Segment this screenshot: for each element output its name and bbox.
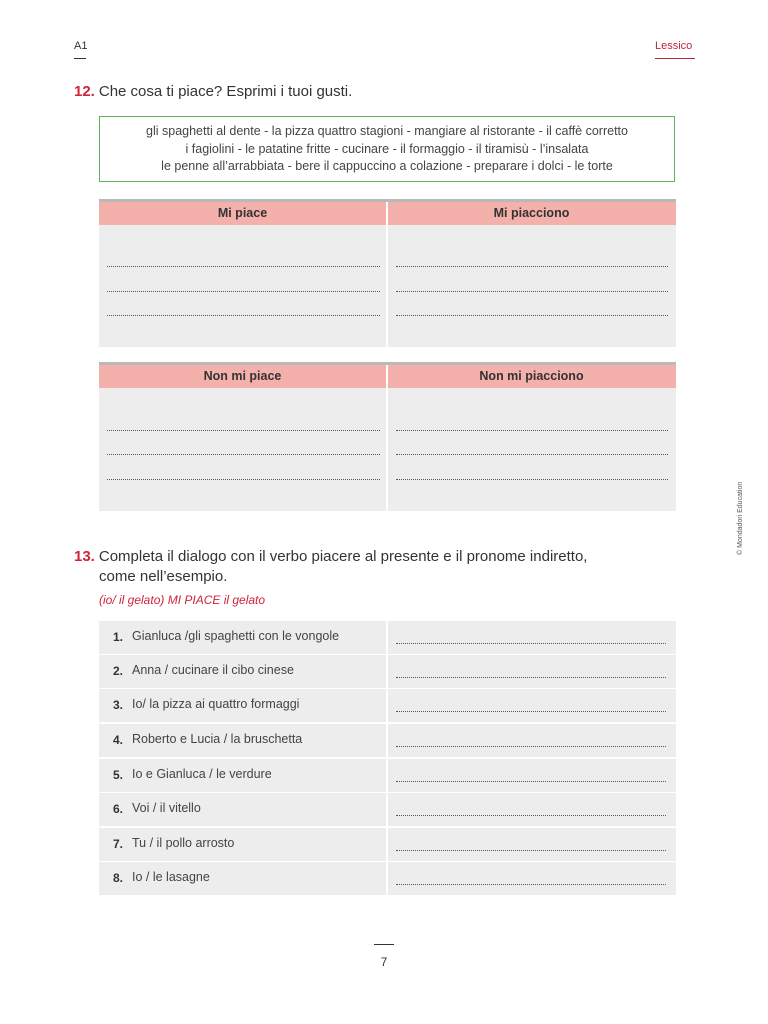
answer-line[interactable] [396,453,668,455]
item-prompt: Gianluca /gli spaghetti con le vongole [132,629,340,643]
word-bank-line: le penne all’arrabbiata - bere il cappuccino a colazione - preparare i dolci - le torte [161,159,613,173]
item-number: 5. [113,768,124,782]
column-divider [386,793,388,826]
answer-line[interactable] [107,429,380,431]
level-label: A1 [74,40,88,52]
answer-line[interactable] [107,478,380,480]
answer-line[interactable] [396,429,668,431]
header-non-mi-piace: Non mi piace [203,369,282,383]
table-row [99,655,676,688]
table-row [99,724,676,757]
table-row [99,759,676,792]
exercise-13-instruction-line1: Completa il dialogo con il verbo piacere al presente e il pronome indiretto, [98,548,588,565]
answer-line[interactable] [107,453,380,455]
copyright-note: © Mondadori Education [737,481,744,555]
item-prompt: Io / le lasagne [132,870,210,884]
page-number: 7 [380,955,388,969]
item-number: 1. [113,630,124,644]
word-bank-line: gli spaghetti al dente - la pizza quattro stagioni - mangiare al ristorante - il caffè corretto [146,124,628,138]
word-bank-line: i fagiolini - le patatine fritte - cucinare - il formaggio - il tiramisù - l’insalata [185,141,589,156]
table-row [99,689,676,722]
table-row [99,862,676,895]
item-prompt: Roberto e Lucia / la bruschetta [132,732,303,746]
header-non-mi-piacciono: Non mi piacciono [479,369,584,383]
column-divider [386,724,388,757]
level-underline [74,58,86,59]
item-number: 8. [113,871,124,885]
answer-line[interactable] [396,710,666,712]
item-prompt: Voi / il vitello [132,801,201,815]
likes-table [99,199,676,347]
table-row [99,828,676,861]
header-mi-piacciono: Mi piacciono [493,206,570,220]
header-mi-piace: Mi piace [217,206,268,220]
word-bank [99,116,675,182]
column-divider [386,655,388,688]
exercise-12-number: 12. [74,83,95,100]
item-number: 4. [113,733,124,747]
item-number: 2. [113,664,124,678]
answer-line[interactable] [396,745,666,747]
item-prompt: Io e Gianluca / le verdure [132,767,272,781]
answer-line[interactable] [396,849,666,851]
exercise-13-instruction-line2: come nell’esempio. [99,568,228,585]
answer-line[interactable] [107,290,380,292]
answer-line[interactable] [396,642,666,644]
exercise-12-instruction: Che cosa ti piace? Esprimi i tuoi gusti. [98,83,353,100]
exercise-13-example: (io/ il gelato) MI PIACE il gelato [99,593,266,607]
exercise-13-title [74,548,587,565]
column-divider [386,862,388,895]
answer-line[interactable] [107,265,380,267]
column-divider [386,828,388,861]
table-row [99,793,676,826]
exercise-13-number: 13. [74,548,95,565]
column-divider [386,621,388,654]
column-divider [386,759,388,792]
answer-line[interactable] [396,780,666,782]
section-underline [655,58,695,59]
answer-line[interactable] [107,314,380,316]
item-prompt: Tu / il pollo arrosto [132,836,235,850]
answer-line[interactable] [396,265,668,267]
answer-line[interactable] [396,883,666,885]
exercise-12-title [74,83,352,100]
dislikes-table [99,362,676,511]
answer-line[interactable] [396,314,668,316]
item-prompt: Anna / cucinare il cibo cinese [132,663,294,677]
section-label: Lessico [655,40,693,52]
page-number-line [374,944,394,945]
answer-line[interactable] [396,676,666,678]
table-row [99,621,676,654]
item-number: 6. [113,802,124,816]
answer-line[interactable] [396,814,666,816]
item-number: 3. [113,698,124,712]
column-divider [386,689,388,722]
item-number: 7. [113,837,124,851]
answer-line[interactable] [396,478,668,480]
answer-line[interactable] [396,290,668,292]
item-prompt: Io/ la pizza ai quattro formaggi [132,697,300,711]
